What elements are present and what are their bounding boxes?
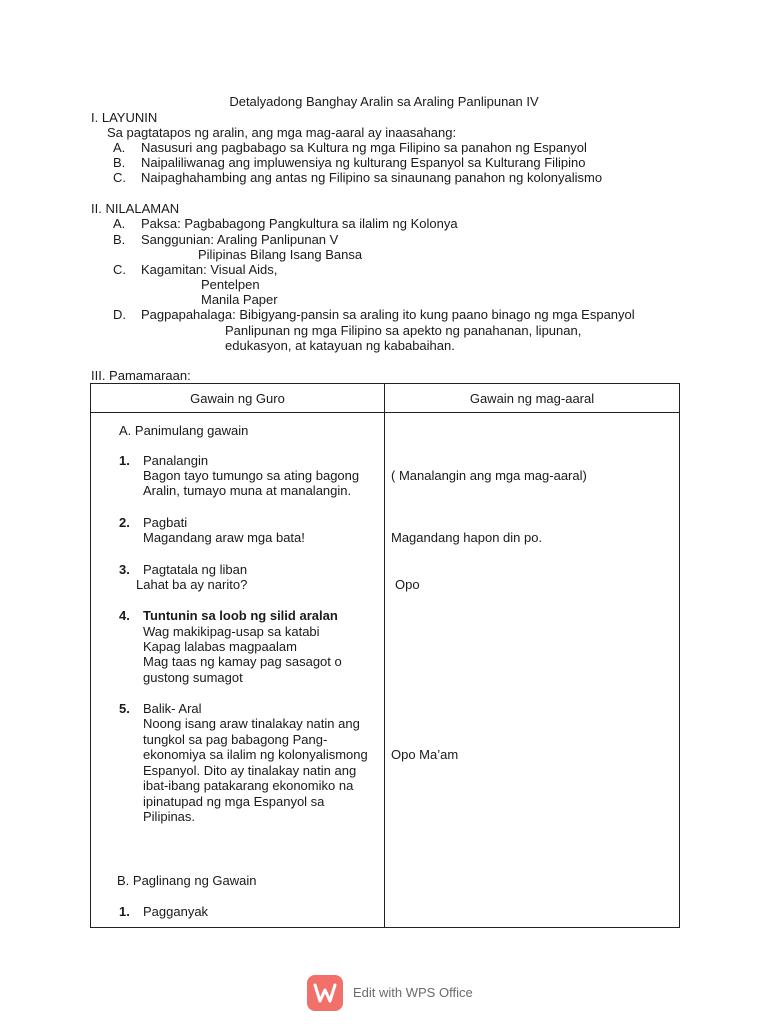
teacher-column	[91, 413, 385, 928]
step-title: Pagganyak	[143, 904, 209, 919]
list-text: Sanggunian: Araling Panlipunan V	[141, 232, 339, 247]
lesson-table	[90, 383, 680, 928]
col-header-student: Gawain ng mag-aaral	[385, 384, 680, 413]
step-title: Tuntunin sa loob ng silid aralan	[143, 608, 338, 623]
layunin-item-c	[113, 170, 602, 185]
step-panalangin-title	[119, 453, 208, 468]
step-balik-aral-title	[119, 701, 202, 716]
nilalaman-pagpapahalaga	[113, 307, 635, 322]
step-number: 5.	[119, 701, 130, 716]
step-pagbati-title	[119, 515, 187, 530]
response-liban: Opo	[395, 577, 420, 592]
nilalaman-sanggunian	[113, 232, 338, 247]
response-panalangin: ( Manalangin ang mga mag-aaral)	[391, 468, 587, 483]
step-number: 4.	[119, 608, 130, 623]
list-text: Paksa: Pagbabagong Pangkultura sa ilalim ng Kolonya	[141, 216, 458, 231]
a-heading: A. Panimulang gawain	[119, 423, 249, 438]
step-pagbati-line1: Magandang araw mga bata!	[143, 530, 305, 545]
list-label: A.	[113, 216, 126, 231]
list-label: D.	[113, 307, 126, 322]
b-heading: B. Paglinang ng Gawain	[117, 873, 257, 888]
nilalaman-kagamitan-3: Manila Paper	[201, 292, 278, 307]
step-liban-line1: Lahat ba ay narito?	[136, 577, 248, 592]
section-nilalaman-heading: II. NILALAMAN	[91, 201, 180, 216]
list-text: Naipaliliwanag ang impluwensiya ng kulturang Espanyol sa Kulturang Filipino	[141, 155, 586, 170]
step-tuntunin-line1: Wag makikipag-usap sa katabi	[143, 624, 320, 639]
step-liban-title	[119, 562, 247, 577]
step-number: 1.	[119, 453, 130, 468]
step-title: Pagtatala ng liban	[143, 562, 248, 577]
layunin-intro: Sa pagtatapos ng aralin, ang mga mag-aaral ay inaasahang:	[107, 125, 457, 140]
nilalaman-kagamitan	[113, 262, 277, 277]
step-title: Panalangin	[143, 453, 209, 468]
list-label: B.	[113, 232, 126, 247]
step-panalangin-line2: Aralin, tumayo muna at manalangin.	[143, 483, 352, 498]
list-text: Kagamitan: Visual Aids,	[141, 262, 278, 277]
list-label: C.	[113, 170, 126, 185]
step-tuntunin-line4: gustong sumagot	[143, 670, 243, 685]
response-pagbati: Magandang hapon din po.	[391, 530, 543, 545]
list-label: A.	[113, 140, 126, 155]
wps-office-icon[interactable]	[307, 975, 343, 1011]
list-text: Nasusuri ang pagbabago sa Kultura ng mga Filipino sa panahon ng Espanyol	[141, 140, 587, 155]
step-panalangin-line1: Bagon tayo tumungo sa ating bagong	[143, 468, 360, 483]
step-tuntunin-title	[119, 608, 338, 623]
document-title: Detalyadong Banghay Aralin sa Araling Panlipunan IV	[229, 94, 539, 109]
list-label: C.	[113, 262, 126, 277]
step-balik-aral-line5: ibat-ibang patakarang ekonomiko na	[143, 778, 354, 793]
list-label: B.	[113, 155, 126, 170]
step-number: 3.	[119, 562, 130, 577]
section-layunin-heading: I. LAYUNIN	[91, 110, 158, 125]
list-text: Naipaghahambing ang antas ng Filipino sa sinaunang panahon ng kolonyalismo	[141, 170, 603, 185]
wps-edit-link[interactable]: Edit with WPS Office	[353, 985, 473, 1000]
nilalaman-sanggunian-cont: Pilipinas Bilang Isang Bansa	[198, 247, 363, 262]
step-balik-aral-line4: Espanyol. Dito ay tinalakay natin ang	[143, 763, 357, 778]
nilalaman-pagpapahalaga-3: edukasyon, at katayuan ng kababaihan.	[225, 338, 455, 353]
layunin-item-b	[113, 155, 585, 170]
step-pagganyak-title	[119, 904, 208, 919]
list-text: Pagpapahalaga: Bibigyang-pansin sa araling ito kung paano binago ng mga Espanyol	[141, 307, 635, 322]
section-pamamaraan-heading: III. Pamamaraan:	[91, 368, 191, 383]
nilalaman-paksa	[113, 216, 458, 231]
student-column	[385, 413, 680, 928]
step-number: 2.	[119, 515, 130, 530]
nilalaman-pagpapahalaga-2: Panlipunan ng mga Filipino sa apekto ng panahanan, lipunan,	[225, 323, 582, 338]
step-balik-aral-line3: ekonomiya sa ilalim ng kolonyalismong	[143, 747, 368, 762]
response-balik-aral: Opo Ma’am	[391, 747, 459, 762]
nilalaman-kagamitan-2: Pentelpen	[201, 277, 260, 292]
step-balik-aral-line2: tungkol sa pag babagong Pang-	[143, 732, 328, 747]
col-header-teacher: Gawain ng Guro	[91, 384, 385, 413]
step-balik-aral-line6: ipinatupad ng mga Espanyol sa	[143, 794, 325, 809]
step-balik-aral-line1: Noong isang araw tinalakay natin ang	[143, 716, 360, 731]
step-balik-aral-line7: Pilipinas.	[143, 809, 196, 824]
step-title: Balik- Aral	[143, 701, 202, 716]
layunin-item-a	[113, 140, 587, 155]
wps-footer[interactable]	[0, 975, 768, 1011]
step-number: 1.	[119, 904, 130, 919]
step-title: Pagbati	[143, 515, 188, 530]
step-tuntunin-line3: Mag taas ng kamay pag sasagot o	[143, 654, 342, 669]
step-tuntunin-line2: Kapag lalabas magpaalam	[143, 639, 297, 654]
